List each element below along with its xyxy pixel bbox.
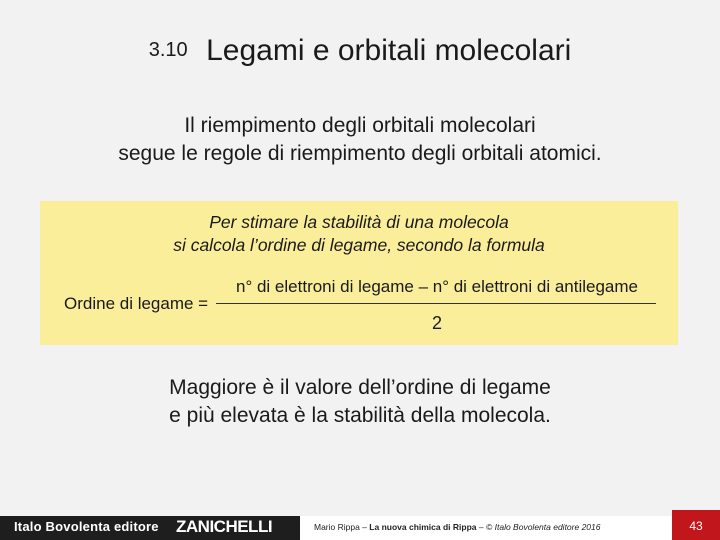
page-number: 43: [689, 519, 703, 533]
conclusion-line: e più elevata è la stabilità della molecola.: [169, 404, 551, 427]
conclusion-line: Maggiore è il valore dell’ordine di legame: [169, 376, 551, 399]
brand-logo: ZANICHELLI: [176, 517, 273, 536]
box-text: [40, 211, 678, 257]
formula-denominator: 2: [431, 313, 442, 333]
copyright-text: © Italo Bovolenta editore 2016: [486, 522, 601, 532]
book-title: La nuova chimica di Rippa: [369, 522, 477, 532]
box-line: Per stimare la stabilità di una molecola: [209, 212, 509, 232]
fraction-bar: [216, 303, 656, 304]
footer: [0, 516, 720, 540]
formula-numerator: n° di elettroni di legame – n° di elettroni di antilegame: [236, 277, 638, 296]
credit-bar: [300, 516, 672, 540]
page-number-box: [672, 516, 720, 540]
publisher-name: Italo Bovolenta editore: [14, 519, 159, 534]
slide-title: [0, 34, 720, 68]
conclusion-paragraph: [0, 374, 720, 430]
box-line: si calcola l’ordine di legame, secondo la formula: [173, 235, 545, 255]
author-name: Mario Rippa –: [314, 522, 367, 532]
formula-box: [40, 201, 678, 345]
formula-lhs: Ordine di legame =: [64, 294, 209, 313]
intro-paragraph: [0, 112, 720, 168]
title-text: Legami e orbitali molecolari: [206, 34, 572, 67]
intro-line: segue le regole di riempimento degli orbitali atomici.: [118, 142, 602, 165]
intro-line: Il riempimento degli orbitali molecolari: [184, 114, 536, 137]
section-number: 3.10: [148, 39, 188, 61]
credit-line: [314, 522, 600, 532]
publisher-bar: [0, 516, 300, 540]
credit-separator: –: [478, 522, 484, 532]
